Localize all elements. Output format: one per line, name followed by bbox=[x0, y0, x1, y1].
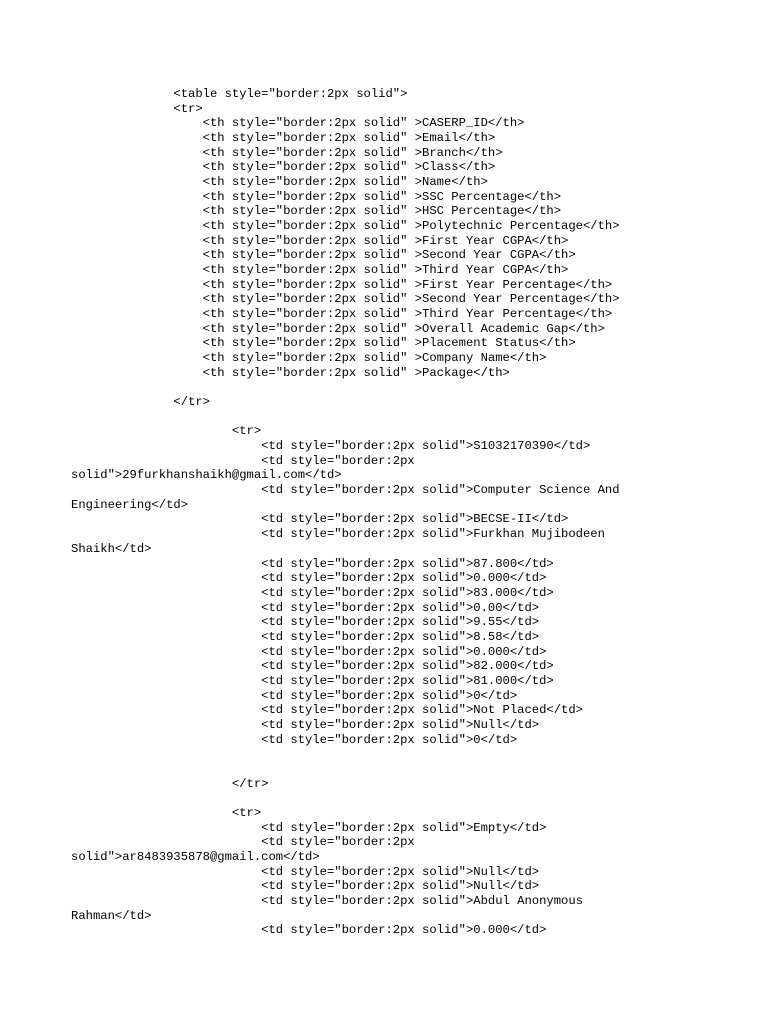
code-line: <td style="border:2px solid">8.58</td> bbox=[71, 629, 540, 644]
code-line: <td style="border:2px bbox=[71, 835, 415, 850]
code-line: <td style="border:2px solid">Null</td> bbox=[71, 879, 540, 894]
code-line: <th style="border:2px solid" >Branch</th> bbox=[71, 145, 503, 160]
code-line: solid">29furkhanshaikh@gmail.com</td> bbox=[71, 468, 342, 483]
code-line: <td style="border:2px solid">0.00</td> bbox=[71, 600, 540, 615]
code-line: <td style="border:2px solid">S1032170390</td> bbox=[71, 439, 591, 454]
code-line: Shaikh</td> bbox=[71, 541, 152, 556]
code-line: <td style="border:2px solid">0.000</td> bbox=[71, 644, 547, 659]
code-line: <th style="border:2px solid" >Polytechnic Percentage</th> bbox=[71, 219, 620, 234]
code-line: <tr> bbox=[71, 805, 262, 820]
code-line: <td style="border:2px solid">Not Placed</td> bbox=[71, 703, 583, 718]
code-line: <th style="border:2px solid" >HSC Percentage</th> bbox=[71, 204, 562, 219]
code-line: <th style="border:2px solid" >First Year Percentage</th> bbox=[71, 277, 613, 292]
code-line: <td style="border:2px solid">0.000</td> bbox=[71, 923, 547, 938]
code-line: <th style="border:2px solid" >Second Year CGPA</th> bbox=[71, 248, 576, 263]
code-line: <th style="border:2px solid" >CASERP_ID</th> bbox=[71, 116, 525, 131]
code-line bbox=[71, 380, 768, 395]
code-line: <td style="border:2px solid">9.55</td> bbox=[71, 615, 540, 630]
code-line: <table style="border:2px solid"> bbox=[71, 87, 408, 101]
code-line: <th style="border:2px solid" >Name</th> bbox=[71, 175, 488, 190]
code-line bbox=[71, 747, 768, 762]
code-line: <td style="border:2px solid">Null</td> bbox=[71, 717, 540, 732]
code-line: </tr> bbox=[71, 776, 269, 791]
code-line: <td style="border:2px solid">Null</td> bbox=[71, 864, 540, 879]
code-line bbox=[71, 791, 768, 806]
code-line: <td style="border:2px solid">0</td> bbox=[71, 688, 518, 703]
code-line: <th style="border:2px solid" >First Year CGPA</th> bbox=[71, 233, 569, 248]
code-line: <th style="border:2px solid" >SSC Percentage</th> bbox=[71, 189, 562, 204]
code-line: <td style="border:2px solid">BECSE-II</td> bbox=[71, 512, 569, 527]
code-line: <td style="border:2px solid">Furkhan Mujibodeen bbox=[71, 527, 605, 542]
code-line: <tr> bbox=[71, 101, 203, 116]
code-line: <td style="border:2px solid">81.000</td> bbox=[71, 673, 554, 688]
code-line: <td style="border:2px solid">Abdul Anonymous bbox=[71, 893, 583, 908]
code-line bbox=[71, 762, 768, 777]
code-line: <th style="border:2px solid" >Company Name</th> bbox=[71, 351, 547, 366]
code-line: <th style="border:2px solid" >Third Year CGPA</th> bbox=[71, 263, 569, 278]
code-document bbox=[71, 87, 768, 938]
code-line: <th style="border:2px solid" >Third Year Percentage</th> bbox=[71, 307, 613, 322]
code-line: Rahman</td> bbox=[71, 908, 152, 923]
code-line: <td style="border:2px solid">82.000</td> bbox=[71, 659, 554, 674]
code-line: <td style="border:2px solid">Computer Science And bbox=[71, 483, 620, 498]
code-line: <td style="border:2px solid">0</td> bbox=[71, 732, 518, 747]
code-line: <th style="border:2px solid" >Package</th> bbox=[71, 365, 510, 380]
code-line: <td style="border:2px solid">Empty</td> bbox=[71, 820, 547, 835]
code-line bbox=[71, 410, 768, 425]
code-line: <td style="border:2px bbox=[71, 453, 415, 468]
code-line: <th style="border:2px solid" >Email</th> bbox=[71, 131, 496, 146]
code-line: <th style="border:2px solid" >Placement Status</th> bbox=[71, 336, 576, 351]
code-line: solid">ar8483935878@gmail.com</td> bbox=[71, 849, 320, 864]
code-line: </tr> bbox=[71, 395, 210, 410]
code-line: <td style="border:2px solid">0.000</td> bbox=[71, 571, 547, 586]
code-line: <tr> bbox=[71, 424, 262, 439]
code-line: Engineering</td> bbox=[71, 497, 189, 512]
code-line: <td style="border:2px solid">87.800</td> bbox=[71, 556, 554, 571]
code-line: <td style="border:2px solid">83.000</td> bbox=[71, 585, 554, 600]
code-line: <th style="border:2px solid" >Overall Academic Gap</th> bbox=[71, 321, 605, 336]
code-line: <th style="border:2px solid" >Second Year Percentage</th> bbox=[71, 292, 620, 307]
code-line: <th style="border:2px solid" >Class</th> bbox=[71, 160, 496, 175]
